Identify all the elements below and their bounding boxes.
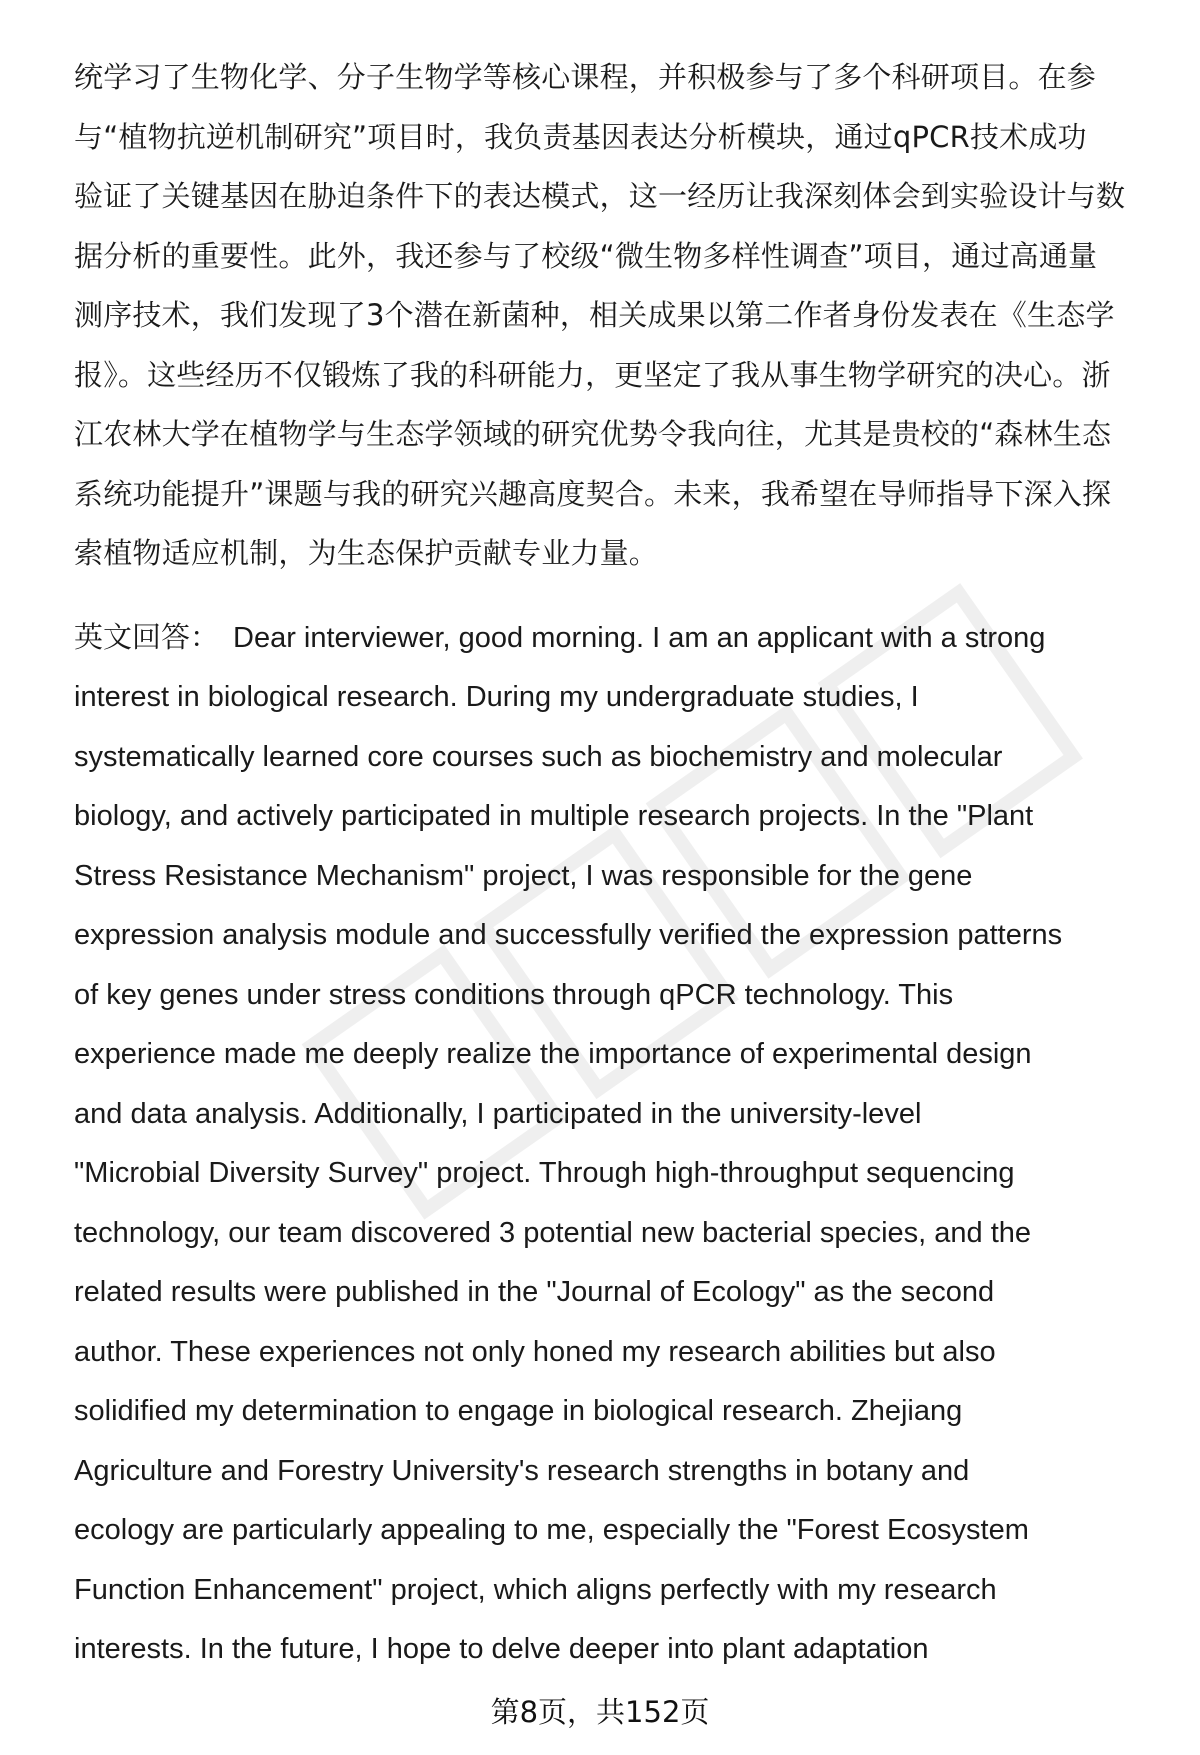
english-text-content: technology, our team discovered 3 potential new bacterial species, and the <box>74 1216 1032 1249</box>
english-text-line <box>74 1204 1164 1264</box>
english-text-content: related results were published in the "Journal of Ecology" as the second <box>74 1276 995 1308</box>
english-text-line <box>74 608 1164 669</box>
english-text-line <box>74 1025 1164 1085</box>
chinese-answer-paragraph <box>74 48 1164 584</box>
english-text-content: and data analysis. Additionally, I participated in the university-level <box>74 1097 922 1130</box>
chinese-text-line: 江农林大学在植物学与生态学领域的研究优势令我向往，尤其是贵校的“森林生态 <box>74 417 1112 451</box>
english-text-line <box>74 1144 1164 1204</box>
english-text-content: "Microbial Diversity Survey" project. Through high-throughput sequencing <box>74 1157 1015 1189</box>
english-answer-paragraph <box>74 608 1164 1680</box>
english-text-content: Agriculture and Forestry University's research strengths in botany and <box>74 1454 970 1487</box>
english-text-line <box>74 787 1164 847</box>
english-text-line <box>74 1085 1164 1145</box>
english-text-line <box>74 906 1164 966</box>
chinese-text-line: 与“植物抗逆机制研究”项目时，我负责基因表达分析模块，通过qPCR技术成功 <box>74 119 1087 154</box>
english-text-line <box>74 1263 1164 1323</box>
english-text-content: expression analysis module and successfully verified the expression patterns <box>74 919 1063 951</box>
english-text-content: interests. In the future, I hope to delve deeper into plant adaptation <box>74 1633 929 1665</box>
english-text-line <box>74 1323 1164 1383</box>
english-text-content: solidified my determination to engage in biological research. Zhejiang <box>74 1395 963 1427</box>
chinese-text-line: 统学习了生物化学、分子生物学等核心课程，并积极参与了多个科研项目。在参 <box>74 60 1097 94</box>
chinese-text-line: 测序技术，我们发现了3个潜在新菌种，相关成果以第二作者身份发表在《生态学 <box>74 298 1115 332</box>
english-text-content: Stress Resistance Mechanism" project, I was responsible for the gene <box>74 859 973 892</box>
chinese-text-line: 验证了关键基因在胁迫条件下的表达模式，这一经历让我深刻体会到实验设计与数 <box>74 179 1126 213</box>
chinese-text-line: 系统功能提升”课题与我的研究兴趣高度契合。未来，我希望在导师指导下深入探 <box>74 476 1112 511</box>
english-text-content: of key genes under stress conditions through qPCR technology. This <box>74 978 954 1011</box>
english-text-content: biology, and actively participated in multiple research projects. In the "Plant <box>74 800 1034 832</box>
english-text-line <box>74 1382 1164 1442</box>
english-text-content: interest in biological research. During my undergraduate studies, I <box>74 681 919 713</box>
english-text-line <box>74 1442 1164 1502</box>
english-text-content: author. These experiences not only honed my research abilities but also <box>74 1335 996 1368</box>
document-page <box>74 48 1164 1680</box>
english-text-line <box>74 966 1164 1026</box>
english-text-line <box>74 847 1164 907</box>
english-text-content: systematically learned core courses such as biochemistry and molecular <box>74 740 1003 773</box>
english-text-content: Function Enhancement" project, which aligns perfectly with my research <box>74 1573 997 1606</box>
english-text-line <box>74 728 1164 788</box>
english-text-line <box>74 668 1164 728</box>
english-text-content: experience made me deeply realize the importance of experimental design <box>74 1038 1032 1070</box>
english-text-content: ecology are particularly appealing to me, especially the "Forest Ecosystem <box>74 1514 1029 1546</box>
page-number-footer: 第8页，共152页 <box>490 1695 710 1729</box>
chinese-text-line: 报》。这些经历不仅锻炼了我的科研能力，更坚定了我从事生物学研究的决心。浙 <box>74 357 1111 392</box>
english-answer-label: 英文回答： <box>74 619 220 654</box>
chinese-text-line: 据分析的重要性。此外，我还参与了校级“微生物多样性调查”项目，通过高通量 <box>74 238 1098 273</box>
english-text-line <box>74 1561 1164 1621</box>
english-text-line <box>74 1620 1164 1680</box>
english-text-content: Dear interviewer, good morning. I am an applicant with a strong <box>233 621 1046 654</box>
english-text-line <box>74 1501 1164 1561</box>
chinese-text-line: 索植物适应机制，为生态保护贡献专业力量。 <box>74 536 659 570</box>
